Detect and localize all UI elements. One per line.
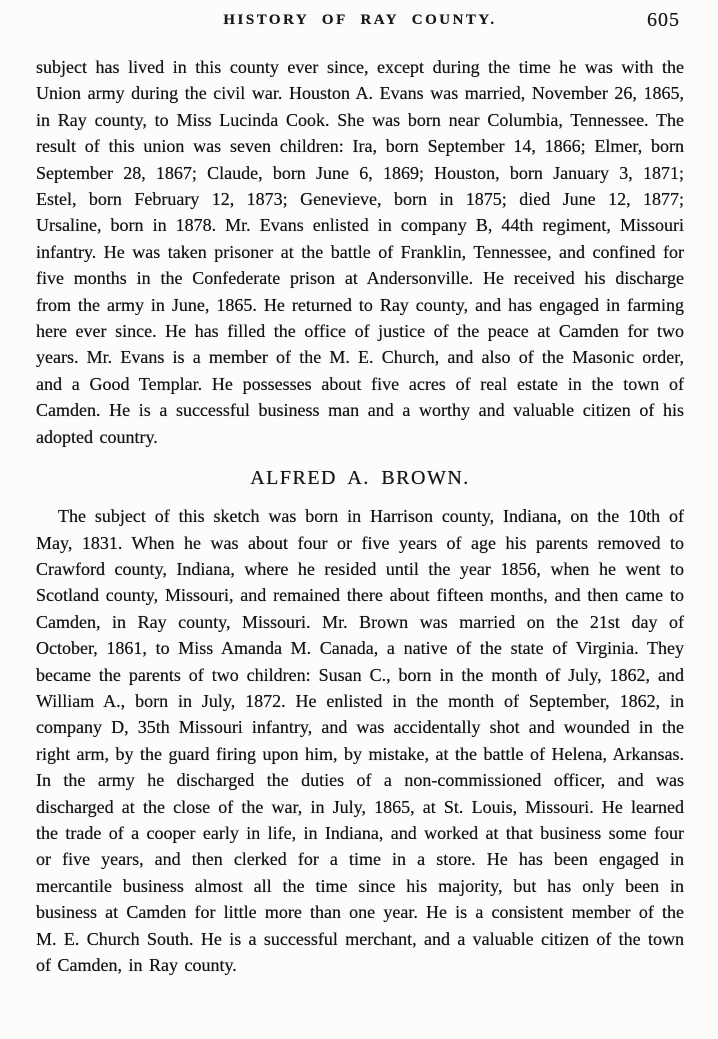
brown-biography-paragraph: The subject of this sketch was born in Harrison county, Indiana, on the 10th of May, 1831. When he was about four or five years of age his parents removed to Crawford county, Indiana, where he resided until the year 1856, when he went to Scotland county, Missouri, and remained there about fifteen months, and then came to Camden, in Ray county, Missouri. Mr. Brown was married on the 21st day of October, 1861, to Miss Amanda M. Canada, a native of the state of Virginia. They became the parents of two children: Susan C., born in the month of July, 1862, and William A., born in July, 1872. He enlisted in the month of September, 1862, in company D, 35th Missouri infantry, and was accidentally shot and wounded in the right arm, by the guard firing upon him, by mistake, at the battle of Helena, Arkansas. In the army he discharged the duties of a non-commissioned officer, and was discharged at the close of the war, in July, 1865, at St. Louis, Missouri. He learned the trade of a cooper early in life, in Indiana, and worked at that business some four or five years, and then clerked for a time in a store. He has been engaged in mercantile business almost all the time since his majority, but has only been in business at Camden for little more than one year. He is a consistent member of the M. E. Church South. He is a successful merchant, and a valuable citizen of the town of Camden, in Ray county. — [36, 506, 684, 975]
running-title: HISTORY OF RAY COUNTY. — [223, 12, 497, 28]
evans-biography-paragraph: subject has lived in this county ever since, except during the time he was with the Union army during the civil war. Houston A. Evans was married, November 26, 1865, in Ray county, to Miss Lucinda Cook. She was born near Columbia, Tennessee. The result of this union was seven children: Ira, born September 14, 1866; Elmer, born September 28, 1867; Claude, born June 6, 1869; Houston, born January 3, 1871; Estel, born February 12, 1873; Genevieve, born in 1875; died June 12, 1877; Ursaline, born in 1878. Mr. Evans enlisted in company B, 44th regiment, Missouri infantry. He was taken prisoner at the battle of Franklin, Tennessee, and confined for five months in the Confederate prison at Andersonville. He received his discharge from the army in June, 1865. He returned to Ray county, and has engaged in farming here ever since. He has filled the office of justice of the peace at Camden for two years. Mr. Evans is a member of the M. E. Church, and also of the Masonic order, and a Good Templar. He possesses about five acres of real estate in the town of Camden. He is a successful business man and a worthy and valuable citizen of his adopted country. — [36, 57, 684, 447]
page-number: 605 — [647, 9, 680, 31]
page-header — [36, 9, 684, 38]
brown-section-heading: ALFRED A. BROWN. — [250, 467, 470, 490]
